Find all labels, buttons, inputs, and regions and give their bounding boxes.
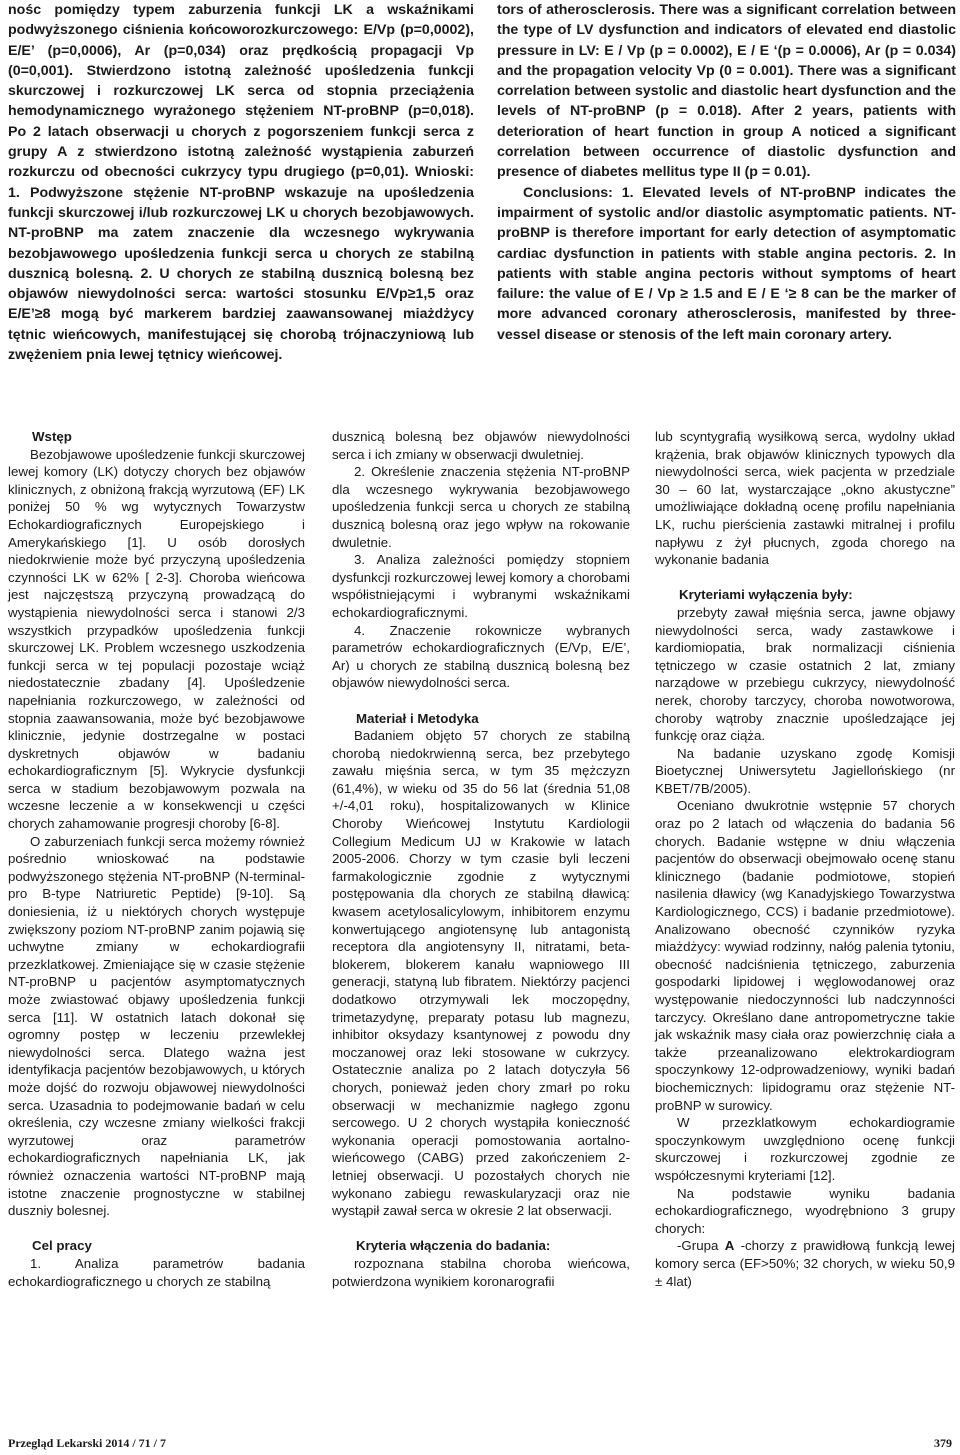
paragraph-group-a [655, 1237, 955, 1290]
abstract-english-results: tors of atherosclerosis. There was a significant correlation between the type of LV dysfunction and indicators of elevated end diastolic pressure in LV: E / Vp (p = 0.0002), E / E ‘(p = 0.0006), Ar (p = 0.034) and the propagation velocity Vp (0 = 0.001). There was a significant correlation between systolic and diastolic heart dysfunction and the levels of NT-proBNP (p = 0.018). After 2 years, patients with deterioration of heart function in group A noticed a significant correlation between occurrence of diastolic dysfunction and presence of diabetes mellitus type II (p = 0.01). [497, 2, 956, 181]
paragraph: lub scyntygrafią wysiłkową serca, wydolny układ krążenia, brak objawów klinicznych typowych dla niewydolności serca, wiek pacjenta w przedziale 30 – 60 lat, wystarczające „okno akustyczne” umożliwiające dokładną ocenę profilu napełniania LK, ruchu pierścienia zastawki mitralnej i profilu napływu z żył płucnych, zgoda chorego na wykonanie badania [655, 429, 955, 568]
section-heading-exclusion: Kryteriami wyłączenia były: [679, 587, 853, 603]
section-heading-methods: Materiał i Metodyka [356, 710, 479, 726]
section-heading-inclusion: Kryteria włączenia do badania: [356, 1238, 551, 1254]
paragraph: 4. Znaczenie rokownicze wybranych parametrów echokardiograficznych (E/Vp, E/E’, Ar) u chorych ze stabilną dusznicą bolesną bez objawów niewydolności serca. [332, 622, 630, 691]
group-a-label: A [724, 1238, 735, 1254]
body-column-2 [332, 428, 630, 1290]
paragraph: 1. Analiza parametrów badania echokardiograficznego u chorych ze stabilną [8, 1255, 305, 1289]
paragraph: rozpoznana stabilna choroba wieńcowa, potwierdzona wynikiem koronarografii [332, 1255, 630, 1289]
section-heading-intro: Wstęp [32, 429, 72, 444]
group-a-text: -chorzy z prawidłową funkcją lewej komory serca (EF>50%; 32 chorych, w wieku 50,9 ± 4lat) [655, 1238, 955, 1289]
paragraph: przebyty zawał mięśnia serca, jawne objawy niewydolności serca, wady zastawkowe i kardiomiopatia, brak normalizacji ciśnienia tętniczego w czasie ostatnich 2 lat, zmiany narządowe w przebiegu cukrzycy, niewydolność nerek, choroby tarczycy, choroba nowotworowa, choroby wątroby znacznie upośledzające jej funkcję oraz ciąża. [655, 604, 955, 744]
abstract-english [497, 0, 956, 345]
section-heading-aim: Cel pracy [32, 1238, 92, 1254]
paragraph: Na podstawie wyniku badania echokardiograficznego, wyodrębniono 3 grupy chorych: [655, 1185, 955, 1236]
paragraph: O zaburzeniach funkcji serca możemy również pośrednio wnioskować na podstawie podwyższonego stężenia NT-proBNP (N-terminal-pro B-type Natriuretic Peptide) [9-10]. Są doniesienia, iż u niektórych chorych występuje zwiększony poziom NT-proBNP zanim pojawią się uchwytne zmiany w echokardiografii przezklatkowej. Zmieniające się w czasie stężenie NT-proBNP u pacjentów asymptomatycznych może zwiastować objawy upośledzenia funkcji serca [11]. W ostatnich latach dokonał się ogromny postęp w leczeniu przewlekłej niewydolności serca. Dlatego ważna jest identyfikacja pacjentów bezobjawowych, u których może dojść do rozwoju objawowej niewydolności serca. Uzasadnia to podejmowanie badań w celu określenia, czy wczesne zmiany wielkości frakcji wyrzutowej oraz parametrów echokardiograficznych napełniania LK, jak również oznaczenia wartości NT-proBNP mają istotne znaczenie prognostyczne w stabilnej duszniy bolesnej. [8, 833, 305, 1219]
paragraph: Bezobjawowe upośledzenie funkcji skurczowej lewej komory (LK) dotyczy chorych bez objawów klinicznych, z obniżoną frakcją wyrzutową (EF) LK poniżej 50 % wg wytycznych Towarzystw Echokardiograficznych Europejskiego i Amerykańskiego [1]. U osób dorosłych niedokrwienie może być przyczyną upośledzenia czynności LK w 62% [ 2-3]. Choroba wieńcowa jest najczęstszą przyczyną prowadzącą do wystąpienia niewydolności serca i stanowi 2/3 wszystkich przypadków upośledzenia funkcji skurczowej LK. Problem wczesnego uszkodzenia funkcji serca w tej populacji pozostaje wciąż niedostatecznie zbadany [4]. Upośledzenie napełniania rozkurczowego, w zależności od stopnia zaawansowania, może być bezobjawowe klinicznie, jedynie dostrzegalne w postaci dyskretnych objawów w badaniu echokardiograficznym [5]. Wykrycie dysfunkcji serca w stadium bezobjawowym pozwala na wczesne leczenie a w konsekwencji u części chorych zahamowanie progresji choroby [6-8]. [8, 446, 305, 832]
paragraph: 3. Analiza zależności pomiędzy stopniem dysfunkcji rozkurczowej lewej komory a chorobami współistniejącymi i wybranymi wskaźnikami echokardiograficznymi. [332, 552, 630, 620]
abstract-polish [8, 0, 474, 365]
body-column-1 [8, 428, 305, 1290]
paragraph: Na badanie uzyskano zgodę Komisji Bioetycznej Uniwersytetu Jagiellońskiego (nr KBET/7B/2005). [655, 745, 955, 796]
paragraph: Oceniano dwukrotnie wstępnie 57 chorych oraz po 2 latach od włączenia do badania 56 chorych. Badanie wstępne w dniu włączenia pacjentów do obserwacji obejmowało ocenę stanu klinicznego (badanie podmiotowe, stopień nasilenia dławicy (wg Kanadyjskiego Towarzystwa Kardiologicznego, CCS) i badanie przedmiotowe). Analizowano obecność czynników ryzyka miażdżycy: wywiad rodzinny, nałóg palenia tytoniu, obecność nadciśnienia tętniczego, zaburzenia gospodarki lipidowej i węglowodanowej oraz występowanie niedoczynności lub nadczynności tarczycy. Określano dane antropometryczne takie jak wskaźnik masy ciała oraz powierzchnię ciała a także przeanalizowano elektrokardiogram spoczynkowy 12-odprowadzeniowy, wyniki badań biochemicznych: lipidogramu oraz stężenie NT-proBNP w surowicy. [655, 798, 955, 1113]
paragraph: Badaniem objęto 57 chorych ze stabilną chorobą niedokrwienną serca, bez przebytego zawału mięśnia serca, w tym 35 mężczyzn (61,4%), w wieku od 35 do 56 lat (średnia 51,08 +/-4,01 roku), hospitalizowanych w Klinice Choroby Wieńcowej Instytutu Kardiologii Collegium Medicum UJ w Krakowie w latach 2005-2006. Chorzy w tym czasie byli leczeni farmakologicznie zgodnie z wytycznymi postępowania dla chorych ze stabilną dławicą: kwasem acetylosalicylowym, inhibitorem enzymu konwertującego angiotensynę lub antagonistą receptora dla angiotensyny II, nitratami, beta-blokerem, blokerem kanału wapniowego III generacji, statyną lub fibratem. Niektórzy pacjenci dodatkowo otrzymywali lek moczopędny, trimetazydynę, preparaty potasu lub magnezu, inhibitor oksydazy ksantynowej z powodu dny moczanowej oraz leki stosowane w cukrzycy. Ostatecznie analiza po 2 latach dotyczyła 56 chorych, ponieważ jeden chory zmarł po roku obserwacji w mechanizmie nagłego zgonu sercowego. U 2 chorych wystąpiła konieczność wykonania operacji pomostowania aortalno-wieńcowego (CABG) przed zakończeniem 2-letniej obserwacji. U pozostałych chorych nie wykonano zabiegu rewaskularyzacji oraz nie wystąpił zawał serca w okresie 2 lat obserwacji. [332, 728, 630, 1219]
abstract-polish-text: nośc pomiędzy typem zaburzenia funkcji LK a wskaźnikami podwyższonego ciśnienia końcoworozkurczowego: E/Vp (p=0,0002), E/E’ (p=0,0006), Ar (p=0,034) oraz prędkością propagacji Vp (0=0,001). Stwierdzono istotną zależność upośledzenia funkcji skurczowej i rozkurczowej LK serca od stopnia przeciążenia hemodynamicznego wyrażonego stężeniem NT-proBNP (p=0,018). Po 2 latach obserwacji u chorych z pogorszeniem funkcji serca z grupy A z stwierdzono istotną zależność wystąpienia zaburzeń rozkurczu od obecności cukrzycy typu drugiego (p=0,01). Wnioski: 1. Podwyższone stężenie NT-proBNP wskazuje na upośledzenia funkcji skurczowej i/lub rozkurczowej LK u chorych bezobjawowych. NT-proBNP ma zatem znaczenie dla wczesnego wykrywania bezobjawowego upośledzenia funkcji serca u chorych ze stabilną dusznicą bolesną. 2. U chorych ze stabilną dusznicą bolesną bez objawów niewydolności serca: wartości stosunku E/Vp≥1,5 oraz E/E’≥8 mogą być markerem bardziej zaawansowanej miażdżycy tętnic wieńcowych, manifestującej się chorobą trójnaczyniową lub zwężeniem pnia lewej tętnicy wieńcowej. [8, 2, 474, 364]
abstract-english-conclusions: Conclusions: 1. Elevated levels of NT-proBNP indicates the impairment of systolic and/or diastolic asymptomatic patients. NT-proBNP is therefore important for early detection of asymptomatic cardiac dysfunction in patients with stable angina pectoris. 2. In patients with stable angina pectoris without symptoms of heart failure: the value of E / Vp ≥ 1.5 and E / E ‘≥ 8 can be the marker of more advanced coronary atherosclerosis, manifested by three-vessel disease or stenosis of the left main coronary artery. [497, 184, 956, 343]
body-column-3 [655, 428, 955, 1290]
paragraph: dusznicą bolesną bez objawów niewydolności serca i ich zmiany w obserwacji dwuletniej. [332, 429, 630, 462]
page-number: 379 [934, 1436, 952, 1450]
journal-citation: Przegląd Lekarski 2014 / 71 / 7 [8, 1436, 166, 1450]
paragraph: 2. Określenie znaczenia stężenia NT-proBNP dla wczesnego wykrywania bezobjawowego upośledzenia funkcji serca u chorych ze stabilną dusznicą bolesną oraz jego wpływ na rokowanie dwuletnie. [332, 464, 630, 550]
group-a-prefix: -Grupa [677, 1238, 725, 1254]
paragraph: W przezklatkowym echokardiogramie spoczynkowym uwzględniono ocenę funkcji skurczowej i rozkurczowej zgodnie ze współczesnymi kryteriami [12]. [655, 1115, 955, 1183]
page-footer [8, 1436, 952, 1452]
